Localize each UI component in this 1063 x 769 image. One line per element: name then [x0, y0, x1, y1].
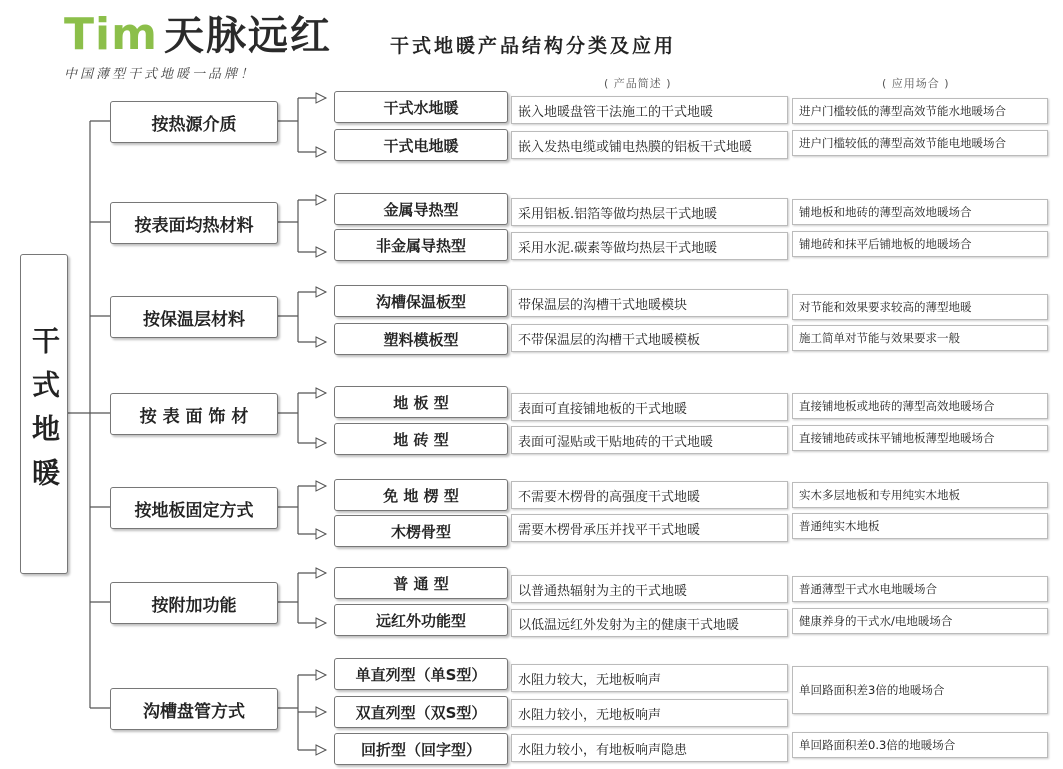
subtype-node: 金属导热型 [334, 193, 508, 225]
description-cell: 嵌入发热电缆或铺电热膜的铝板干式地暖 [511, 131, 788, 159]
application-cell: 实木多层地板和专用纯实木地板 [792, 482, 1048, 508]
description-cell: 需要木楞骨承压并找平干式地暖 [511, 514, 788, 542]
subtype-node: 远红外功能型 [334, 604, 508, 636]
application-cell: 普通纯实木地板 [792, 513, 1048, 539]
application-cell: 进户门槛较低的薄型高效节能水地暖场合 [792, 98, 1048, 124]
application-cell: 铺地板和地砖的薄型高效地暖场合 [792, 199, 1048, 225]
subtype-node: 塑料模板型 [334, 323, 508, 355]
category-surface-material: 按表面均热材料 [110, 202, 278, 244]
description-cell: 表面可湿贴或干贴地砖的干式地暖 [511, 426, 788, 454]
subtype-node: 非金属导热型 [334, 229, 508, 261]
application-cell: 健康养身的干式水/电地暖场合 [792, 608, 1048, 634]
application-cell-merged: 单回路面积差3倍的地暖场合 [792, 666, 1048, 714]
category-heat-source: 按热源介质 [110, 101, 278, 143]
arrow-head [316, 481, 326, 491]
brand-slogan: 中国薄型干式地暖一品牌！ [64, 67, 257, 82]
subtype-node: 回折型（回字型） [334, 733, 508, 765]
logo-chinese: 天脉远红 [163, 13, 332, 59]
application-cell: 直接铺地砖或抹平铺地板薄型地暖场合 [792, 425, 1048, 451]
application-cell: 铺地砖和抹平后铺地板的地暖场合 [792, 231, 1048, 257]
column-header-application: ( 应用场合 ) [882, 77, 950, 90]
arrow-head [316, 568, 326, 578]
subtype-node: 干式电地暖 [334, 129, 508, 161]
subtype-node: 双直列型（双S型） [334, 696, 508, 728]
application-cell: 直接铺地板或地砖的薄型高效地暖场合 [792, 393, 1048, 419]
description-cell: 不需要木楞骨的高强度干式地暖 [511, 481, 788, 509]
description-cell: 采用铝板.铝箔等做均热层干式地暖 [511, 198, 788, 226]
description-cell: 以低温远红外发射为主的健康干式地暖 [511, 609, 788, 637]
category-floor-fixing: 按地板固定方式 [110, 487, 278, 529]
description-cell: 表面可直接铺地板的干式地暖 [511, 393, 788, 421]
subtype-node: 干式水地暖 [334, 91, 508, 123]
description-cell: 水阻力较小，无地板响声 [511, 699, 788, 727]
root-label: 干式地暖 [28, 326, 61, 502]
page-title: 干式地暖产品结构分类及应用 [390, 35, 677, 57]
brand-logo [64, 10, 332, 60]
arrow-head [316, 529, 326, 539]
description-cell: 嵌入地暖盘管干法施工的干式地暖 [511, 96, 788, 124]
arrow-head [316, 287, 326, 297]
category-surface-finish: 按 表 面 饰 材 [110, 393, 278, 435]
application-cell: 普通薄型干式水电地暖场合 [792, 576, 1048, 602]
subtype-node: 普 通 型 [334, 567, 508, 599]
arrow-head [316, 670, 326, 680]
application-cell: 单回路面积差0.3倍的地暖场合 [792, 732, 1048, 758]
description-cell: 带保温层的沟槽干式地暖模块 [511, 289, 788, 317]
arrow-head [316, 195, 326, 205]
logo-latin: Tim [64, 9, 158, 60]
description-cell: 水阻力较大，无地板响声 [511, 664, 788, 692]
arrow-head [316, 247, 326, 257]
root-node [20, 254, 68, 574]
subtype-node: 木楞骨型 [334, 515, 508, 547]
description-cell: 不带保温层的沟槽干式地暖模板 [511, 324, 788, 352]
arrow-head [316, 93, 326, 103]
column-header-description: ( 产品简述 ) [604, 77, 672, 90]
subtype-node: 沟槽保温板型 [334, 285, 508, 317]
arrow-head [316, 745, 326, 755]
category-groove-pipe: 沟槽盘管方式 [110, 688, 278, 730]
arrow-head [316, 618, 326, 628]
description-cell: 以普通热辐射为主的干式地暖 [511, 575, 788, 603]
description-cell: 采用水泥.碳素等做均热层干式地暖 [511, 232, 788, 260]
arrow-head [316, 388, 326, 398]
subtype-node: 单直列型（单S型） [334, 658, 508, 690]
arrow-head [316, 707, 326, 717]
arrow-head [316, 147, 326, 157]
subtype-node: 地 砖 型 [334, 423, 508, 455]
arrow-head [316, 337, 326, 347]
subtype-node: 免 地 楞 型 [334, 479, 508, 511]
application-cell: 施工简单对节能与效果要求一般 [792, 325, 1048, 351]
application-cell: 对节能和效果要求较高的薄型地暖 [792, 294, 1048, 320]
arrow-head [316, 438, 326, 448]
subtype-node: 地 板 型 [334, 386, 508, 418]
description-cell: 水阻力较小，有地板响声隐患 [511, 734, 788, 762]
application-cell: 进户门槛较低的薄型高效节能电地暖场合 [792, 130, 1048, 156]
category-extra-function: 按附加功能 [110, 582, 278, 624]
category-insulation-material: 按保温层材料 [110, 296, 278, 338]
